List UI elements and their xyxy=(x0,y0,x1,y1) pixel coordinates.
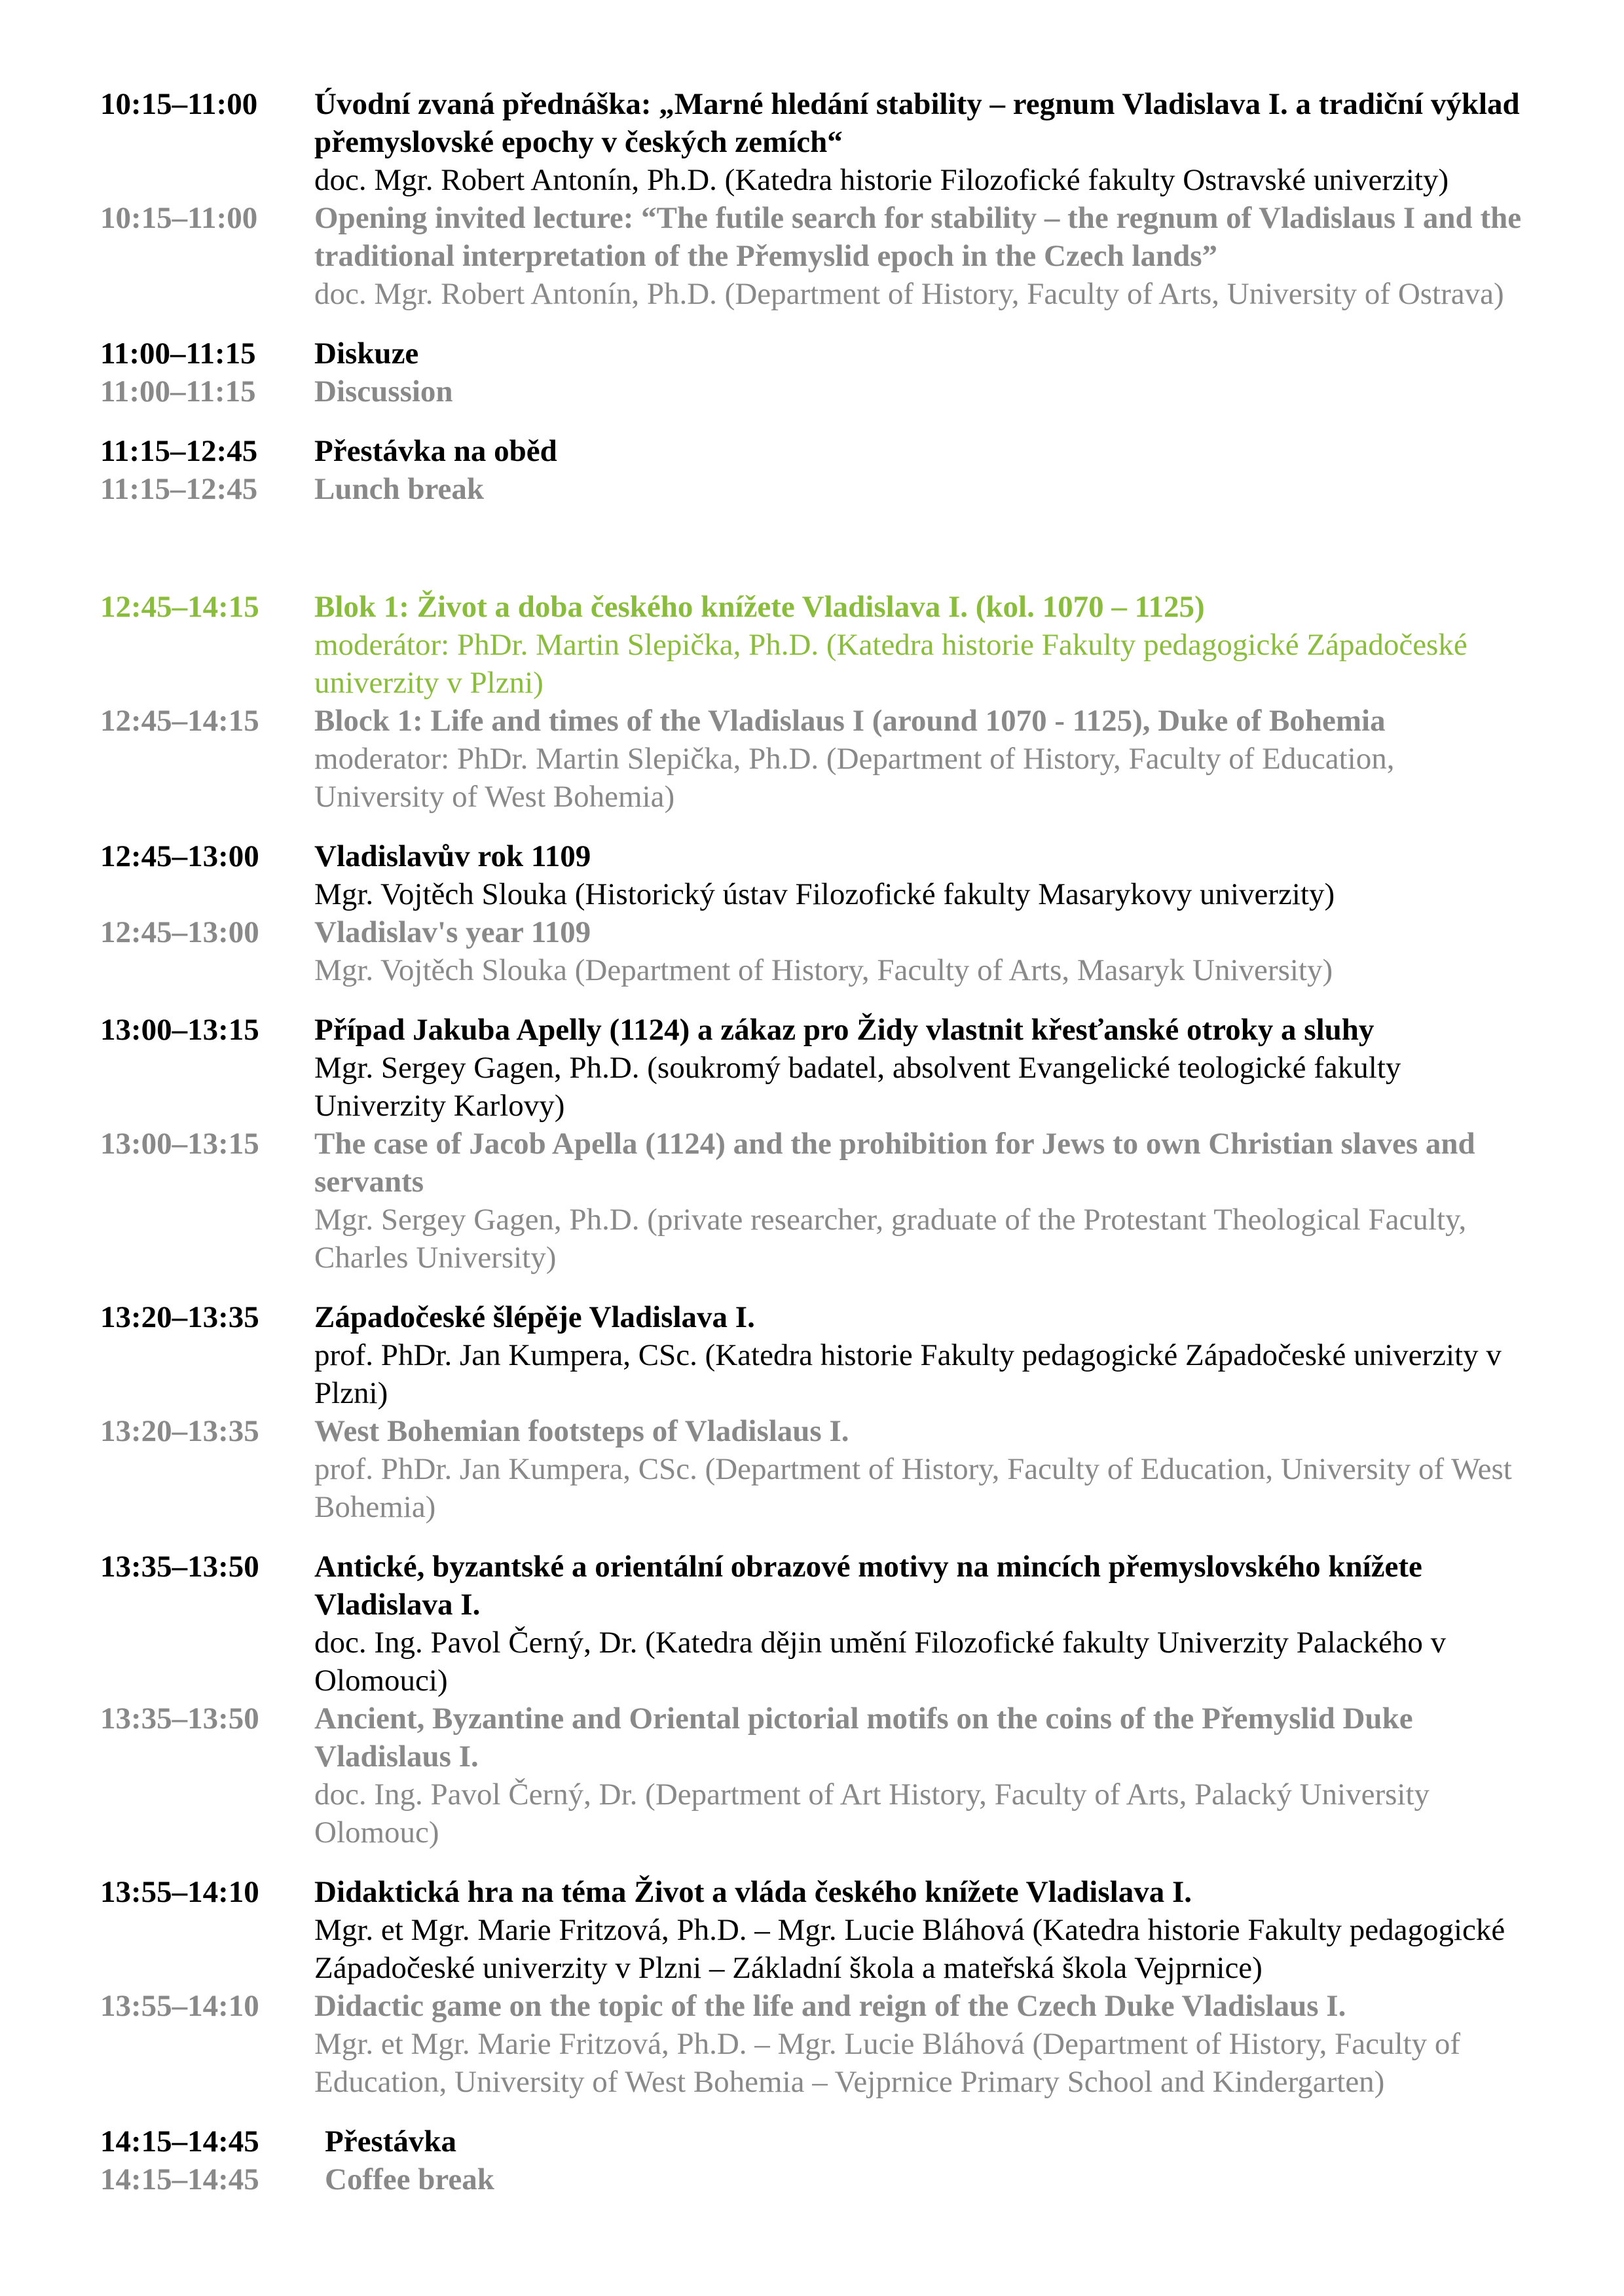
session-author: prof. PhDr. Jan Kumpera, CSc. (Department of History, Faculty of Education, University of West Bohemia) xyxy=(314,1452,1512,1524)
program-row-discussion-1-cs xyxy=(100,335,1526,373)
session-title: Přestávka na oběd xyxy=(314,434,557,468)
program-entry-lunch-break xyxy=(100,432,1526,508)
session-title: Coffee break xyxy=(325,2162,494,2196)
session-content xyxy=(314,199,1526,313)
program-row-coffee-break-cs xyxy=(100,2123,1526,2160)
session-content xyxy=(314,913,1526,989)
program-row-jacob-apella-case-en xyxy=(100,1125,1526,1277)
program-row-vladislav-year-1109-en xyxy=(100,913,1526,989)
session-content xyxy=(314,837,1526,913)
session-author: Mgr. et Mgr. Marie Fritzová, Ph.D. – Mgr. Lucie Bláhová (Katedra historie Fakulty pedagogické Západočeské univerzity v Plzni – Základní škola a mateřská škola Vejprnice) xyxy=(314,1913,1505,1985)
time-range: 14:15–14:45 xyxy=(100,2124,259,2159)
time-range: 13:35–13:50 xyxy=(100,1550,259,1584)
session-content xyxy=(314,335,1526,373)
session-content xyxy=(314,470,1526,508)
program-row-block-1-header-cs xyxy=(100,588,1526,702)
program-row-coffee-break-en xyxy=(100,2160,1526,2198)
session-content xyxy=(314,588,1526,702)
time-range: 12:45–13:00 xyxy=(100,839,259,873)
program-entry-didactic-game xyxy=(100,1873,1526,2101)
session-content xyxy=(314,1125,1526,1277)
session-title: Ancient, Byzantine and Oriental pictorial motifs on the coins of the Přemyslid Duke Vladislaus I. xyxy=(314,1702,1413,1774)
session-title: Diskuze xyxy=(314,337,419,371)
program-row-west-bohemian-footsteps-en xyxy=(100,1412,1526,1526)
program-row-lunch-break-cs xyxy=(100,432,1526,470)
session-title: Vladislavův rok 1109 xyxy=(314,839,591,873)
session-title: Didaktická hra na téma Život a vláda českého knížete Vladislava I. xyxy=(314,1875,1192,1909)
session-title: Antické, byzantské a orientální obrazové motivy na mincích přemyslovského knížete Vladislava I. xyxy=(314,1550,1422,1622)
session-title: Západočeské šlépěje Vladislava I. xyxy=(314,1300,755,1334)
session-title: The case of Jacob Apella (1124) and the prohibition for Jews to own Christian slaves and servants xyxy=(314,1127,1475,1199)
time-range: 14:15–14:45 xyxy=(100,2162,259,2196)
time-range: 13:35–13:50 xyxy=(100,1702,259,1736)
program-row-opening-invited-lecture-cs xyxy=(100,85,1526,199)
session-title: Block 1: Life and times of the Vladislaus I (around 1070 - 1125), Duke of Bohemia xyxy=(314,704,1386,738)
session-author: Mgr. Sergey Gagen, Ph.D. (soukromý badatel, absolvent Evangelické teologické fakulty Univerzity Karlovy) xyxy=(314,1051,1401,1123)
session-content xyxy=(314,1548,1526,1700)
program-row-didactic-game-cs xyxy=(100,1873,1526,1987)
session-title: Přestávka xyxy=(325,2124,457,2159)
program-row-lunch-break-en xyxy=(100,470,1526,508)
session-author: prof. PhDr. Jan Kumpera, CSc. (Katedra historie Fakulty pedagogické Západočeské univerzity v Plzni) xyxy=(314,1338,1502,1410)
program-row-coin-motifs-en xyxy=(100,1700,1526,1851)
program-entry-west-bohemian-footsteps xyxy=(100,1298,1526,1526)
program-entry-discussion-1 xyxy=(100,335,1526,410)
time-range: 13:20–13:35 xyxy=(100,1414,259,1448)
time-range: 13:20–13:35 xyxy=(100,1300,259,1334)
session-title: Vladislav's year 1109 xyxy=(314,915,591,949)
session-author: doc. Ing. Pavol Černý, Dr. (Department of Art History, Faculty of Arts, Palacký University Olomouc) xyxy=(314,1777,1430,1850)
session-author: Mgr. Sergey Gagen, Ph.D. (private researcher, graduate of the Protestant Theological Faculty, Charles University) xyxy=(314,1203,1467,1275)
time-range: 11:15–12:45 xyxy=(100,434,258,468)
program-row-coin-motifs-cs xyxy=(100,1548,1526,1700)
time-range: 11:00–11:15 xyxy=(100,374,256,409)
program-entry-block-1-header xyxy=(100,588,1526,816)
session-content xyxy=(314,1298,1526,1412)
time-range: 12:45–14:15 xyxy=(100,704,259,738)
time-range: 10:15–11:00 xyxy=(100,201,258,235)
session-title: Úvodní zvaná přednáška: „Marné hledání stability – regnum Vladislava I. a tradiční výklad přemyslovské epochy v českých zemích“ xyxy=(314,87,1520,159)
program-row-jacob-apella-case-cs xyxy=(100,1011,1526,1125)
program-row-west-bohemian-footsteps-cs xyxy=(100,1298,1526,1412)
session-author: Mgr. Vojtěch Slouka (Department of History, Faculty of Arts, Masaryk University) xyxy=(314,953,1333,987)
session-content xyxy=(314,432,1526,470)
session-content xyxy=(314,1412,1526,1526)
session-title: Případ Jakuba Apelly (1124) a zákaz pro Židy vlastnit křesťanské otroky a sluhy xyxy=(314,1013,1375,1047)
time-range: 13:55–14:10 xyxy=(100,1875,259,1909)
session-title: Blok 1: Život a doba českého knížete Vladislava I. (kol. 1070 – 1125) xyxy=(314,590,1205,624)
session-title: Didactic game on the topic of the life and reign of the Czech Duke Vladislaus I. xyxy=(314,1989,1346,2023)
session-title: West Bohemian footsteps of Vladislaus I. xyxy=(314,1414,849,1448)
session-content xyxy=(314,2160,1526,2198)
time-range: 13:00–13:15 xyxy=(100,1127,259,1161)
session-content xyxy=(314,85,1526,199)
session-content xyxy=(314,1873,1526,1987)
session-author: moderátor: PhDr. Martin Slepička, Ph.D. (Katedra historie Fakulty pedagogické Západočeské univerzity v Plzni) xyxy=(314,628,1467,700)
session-author: doc. Ing. Pavol Černý, Dr. (Katedra dějin umění Filozofické fakulty Univerzity Palackého v Olomouci) xyxy=(314,1626,1447,1698)
session-author: Mgr. et Mgr. Marie Fritzová, Ph.D. – Mgr. Lucie Bláhová (Department of History, Faculty of Education, University of West Bohemia – Vejprnice Primary School and Kindergarten) xyxy=(314,2027,1460,2099)
session-content xyxy=(314,1987,1526,2101)
time-range: 11:15–12:45 xyxy=(100,472,258,506)
program-row-discussion-1-en xyxy=(100,373,1526,410)
session-title: Lunch break xyxy=(314,472,485,506)
session-author: doc. Mgr. Robert Antonín, Ph.D. (Department of History, Faculty of Arts, University of Ostrava) xyxy=(314,277,1504,311)
program-row-opening-invited-lecture-en xyxy=(100,199,1526,313)
program-row-block-1-header-en xyxy=(100,702,1526,816)
program-entry-vladislav-year-1109 xyxy=(100,837,1526,989)
program-entry-opening-invited-lecture xyxy=(100,85,1526,313)
session-content xyxy=(314,702,1526,816)
program-row-didactic-game-en xyxy=(100,1987,1526,2101)
time-range: 10:15–11:00 xyxy=(100,87,258,121)
session-author: moderator: PhDr. Martin Slepička, Ph.D. (Department of History, Faculty of Education, University of West Bohemia) xyxy=(314,742,1395,814)
time-range: 12:45–13:00 xyxy=(100,915,259,949)
program-entries xyxy=(100,85,1526,2198)
session-author: doc. Mgr. Robert Antonín, Ph.D. (Katedra historie Filozofické fakulty Ostravské univerzity) xyxy=(314,163,1449,197)
program-row-vladislav-year-1109-cs xyxy=(100,837,1526,913)
session-author: Mgr. Vojtěch Slouka (Historický ústav Filozofické fakulty Masarykovy univerzity) xyxy=(314,877,1335,911)
session-title: Opening invited lecture: “The futile search for stability – the regnum of Vladislaus I and the traditional interpretation of the Přemyslid epoch in the Czech lands” xyxy=(314,201,1522,273)
session-content xyxy=(314,1011,1526,1125)
time-range: 11:00–11:15 xyxy=(100,337,256,371)
time-range: 13:00–13:15 xyxy=(100,1013,259,1047)
program-entry-coin-motifs xyxy=(100,1548,1526,1851)
time-range: 12:45–14:15 xyxy=(100,590,259,624)
time-range: 13:55–14:10 xyxy=(100,1989,259,2023)
session-content xyxy=(314,1700,1526,1851)
program-entry-jacob-apella-case xyxy=(100,1011,1526,1277)
session-title: Discussion xyxy=(314,374,453,409)
session-content xyxy=(314,373,1526,410)
session-content xyxy=(314,2123,1526,2160)
program-entry-coffee-break xyxy=(100,2123,1526,2198)
